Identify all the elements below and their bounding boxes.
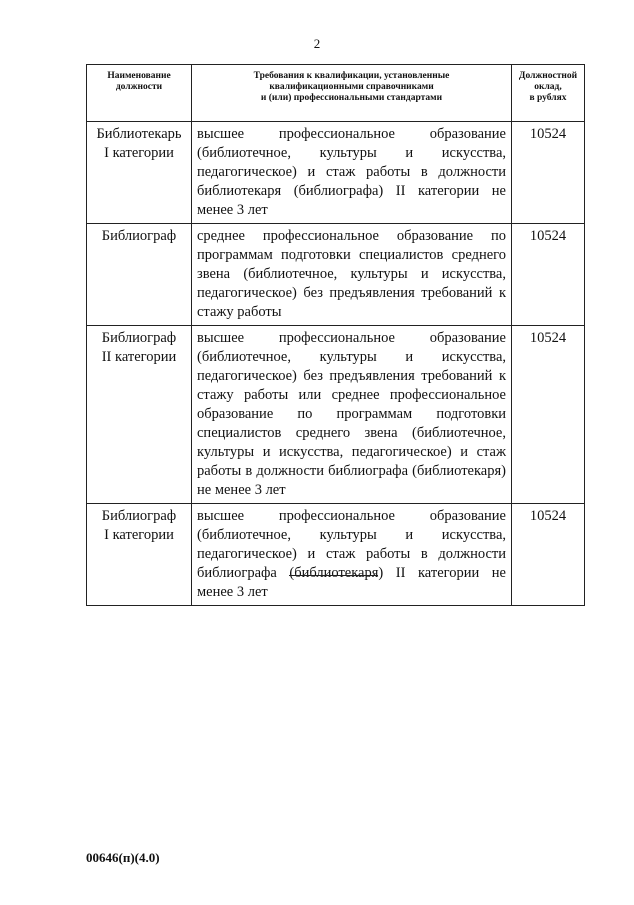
requirements-cell: высшее профессиональное образование (библиотечное, культуры и искусства, педагогическое) и стаж работы в должности библиотекаря (библиографа) II категории не менее 3 лет	[192, 122, 512, 224]
salary-cell: 10524	[512, 224, 585, 326]
table-row	[87, 122, 585, 224]
qualification-table	[86, 64, 585, 606]
header-position-label: Наименование должности	[107, 71, 171, 92]
header-salary-label: Должностной оклад, в рублях	[518, 71, 578, 103]
requirements-cell: высшее профессиональное образование (библиотечное, культуры и искусства, педагогическое) без предъявления требований к стажу работы или среднее профессиональное образование по программам подготовки специалистов среднего звена (библиотечное, культуры и искусства, педагогическое) и стаж работы в должности библиографа (библиотекаря) не менее 3 лет	[192, 326, 512, 504]
position-name: Библиограф	[101, 228, 177, 244]
salary-cell: 10524	[512, 122, 585, 224]
header-requirements	[192, 65, 512, 122]
position-name: Библиограф II категории	[101, 330, 177, 365]
salary-cell: 10524	[512, 504, 585, 606]
requirements-cell: высшее профессиональное образование (библиотечное, культуры и искусства, педагогическое) и стаж работы в должности библиографа (библиотекаря) II категории не менее 3 лет	[192, 504, 512, 606]
position-name: Библиотекарь I категории	[96, 126, 182, 161]
position-cell	[87, 122, 192, 224]
position-name: Библиограф I категории	[101, 508, 177, 543]
requirements-cell: среднее профессиональное образование по программам подготовки специалистов среднего звена (библиотечное, культуры и искусства, педагогическое) без предъявления требований к стажу работы	[192, 224, 512, 326]
table-header-row	[87, 65, 585, 122]
salary-cell: 10524	[512, 326, 585, 504]
table-row	[87, 504, 585, 606]
position-cell	[87, 326, 192, 504]
position-cell	[87, 224, 192, 326]
header-salary	[512, 65, 585, 122]
page-number: 2	[313, 36, 321, 51]
header-requirements-label: Требования к квалификации, установленные квалификационными справочниками и (или) профессиональными стандартами	[253, 71, 450, 103]
table-row	[87, 326, 585, 504]
end-separator-line	[289, 575, 378, 576]
header-position	[87, 65, 192, 122]
position-cell	[87, 504, 192, 606]
table-row	[87, 224, 585, 326]
document-code: 00646(п)(4.0)	[86, 850, 160, 865]
